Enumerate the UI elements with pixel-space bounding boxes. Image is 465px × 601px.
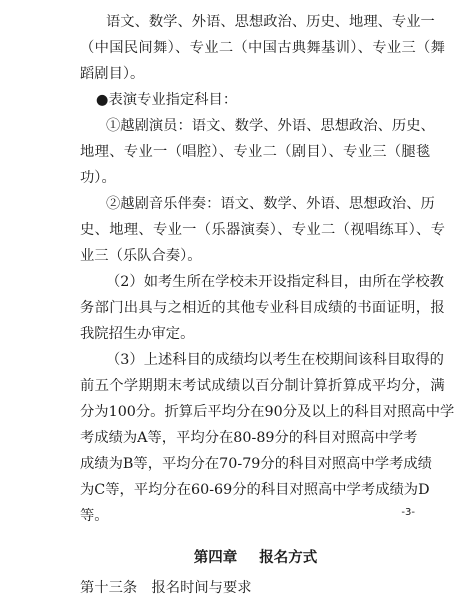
article-heading: 第十三条 报名时间与要求	[80, 580, 252, 596]
text-line: ②越剧音乐伴奏：语文、数学、外语、思想政治、历	[106, 196, 435, 212]
section-heading: ●表演专业指定科目：	[96, 92, 238, 108]
text-line: 功）。	[80, 170, 116, 186]
text-line: 地理、专业一（唱腔）、专业二（剧目）、专业三（腿毯	[80, 144, 431, 160]
page-number: -3-	[401, 507, 415, 518]
chapter-heading	[80, 543, 413, 573]
text-line: 我院招生办审定。	[80, 326, 195, 342]
text-line: 业三（乐队合奏）。	[80, 248, 202, 264]
text-line: 前五个学期期末考试成绩以百分制计算折算成平均分，满	[80, 378, 445, 394]
text-line: 务部门出具与之相近的其他专业科目成绩的书面证明，报	[80, 300, 445, 316]
text-line: （2）如考生所在学校未开设指定科目，由所在学校教	[106, 274, 444, 290]
text-line: 史、地理、专业一（乐器演奏）、专业二（视唱练耳）、专	[80, 222, 446, 238]
text-line: ①越剧演员：语文、数学、外语、思想政治、历史、	[106, 118, 435, 134]
text-line: 等。	[80, 508, 109, 524]
text-line: 为C等，平均分在60-69分的科目对照高中学考成绩为D	[80, 482, 430, 498]
chapter-number: 第四章	[193, 550, 238, 566]
text-line: 成绩为B等，平均分在70-79分的科目对照高中学考成绩	[80, 456, 432, 472]
text-line: （中国民间舞）、专业二（中国古典舞基训）、专业三（舞	[80, 40, 446, 56]
chapter-title: 报名方式	[259, 550, 318, 566]
text-line: （3）上述科目的成绩均以考生在校期间该科目取得的	[106, 352, 444, 368]
text-line: 考成绩为A等，平均分在80-89分的科目对照高中学考	[80, 430, 418, 446]
text-line: 蹈剧目）。	[80, 66, 145, 82]
text-line: 分为100分。折算后平均分在90分及以上的科目对照高中学	[80, 404, 455, 420]
text-line: 语文、数学、外语、思想政治、历史、地理、专业一	[106, 14, 435, 30]
